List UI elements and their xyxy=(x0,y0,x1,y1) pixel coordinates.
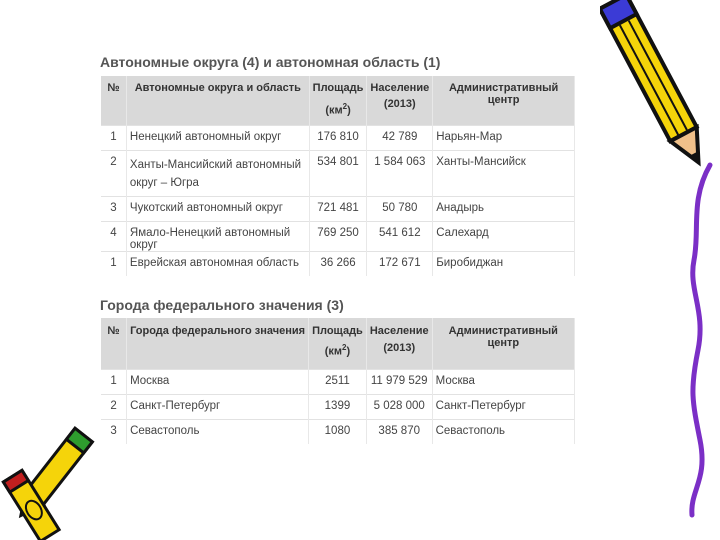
header-population: Население (2013) xyxy=(367,76,433,125)
row-population: 541 612 xyxy=(367,221,433,251)
table-row xyxy=(101,251,575,276)
row-name: Севастополь xyxy=(127,419,309,444)
row-area: 721 481 xyxy=(309,196,367,221)
row-capital: Биробиджан xyxy=(433,251,575,276)
autonomous-regions-table xyxy=(101,76,575,276)
header-area: Площадь $(км^2)$ xyxy=(309,76,367,125)
row-area: 534 801 xyxy=(309,150,367,196)
table-row xyxy=(101,394,575,419)
row-name: Москва xyxy=(127,369,309,394)
row-capital: Севастополь xyxy=(432,419,574,444)
row-population: 11 979 529 xyxy=(366,369,432,394)
row-num: 3 xyxy=(101,419,127,444)
row-name: Санкт-Петербург xyxy=(127,394,309,419)
row-capital: Москва xyxy=(432,369,574,394)
row-population: 172 671 xyxy=(367,251,433,276)
table-row xyxy=(101,150,575,196)
row-num: 1 xyxy=(101,125,126,150)
header-capital: Административный центр xyxy=(432,318,574,369)
row-num: 1 xyxy=(101,369,127,394)
row-name: Ханты-Мансийский автономный округ – Югра xyxy=(126,150,309,196)
row-capital: Анадырь xyxy=(433,196,575,221)
row-area: 36 266 xyxy=(309,251,367,276)
header-population: Население (2013) xyxy=(366,318,432,369)
section2-title: Города федерального значения (3) xyxy=(100,297,344,313)
header-num: № xyxy=(101,318,127,369)
squiggle-line-icon xyxy=(670,160,720,520)
section1-title: Автономные округа (4) и автономная область (1) xyxy=(100,54,441,70)
table-row xyxy=(101,369,575,394)
table-row xyxy=(101,196,575,221)
row-capital: Салехард xyxy=(433,221,575,251)
table-row xyxy=(101,419,575,444)
header-num: № xyxy=(101,76,126,125)
row-name: Чукотский автономный округ xyxy=(126,196,309,221)
row-name: Еврейская автономная область xyxy=(126,251,309,276)
row-population: 50 780 xyxy=(367,196,433,221)
federal-cities-table xyxy=(101,318,575,444)
row-area: 769 250 xyxy=(309,221,367,251)
row-num: 2 xyxy=(101,150,126,196)
row-name: Ненецкий автономный округ xyxy=(126,125,309,150)
row-num: 3 xyxy=(101,196,126,221)
header-name: Города федерального значения xyxy=(127,318,309,369)
row-area: 1399 xyxy=(309,394,367,419)
row-num: 4 xyxy=(101,221,126,251)
row-population: 1 584 063 xyxy=(367,150,433,196)
row-area: 2511 xyxy=(309,369,367,394)
table-row xyxy=(101,221,575,251)
pencil-icon xyxy=(600,0,720,180)
row-capital: Нарьян-Мар xyxy=(433,125,575,150)
row-area: 1080 xyxy=(309,419,367,444)
table-header-row xyxy=(101,318,575,369)
row-capital: Санкт-Петербург xyxy=(432,394,574,419)
row-population: 42 789 xyxy=(367,125,433,150)
row-population: 385 870 xyxy=(366,419,432,444)
table-row xyxy=(101,125,575,150)
row-capital: Ханты-Мансийск xyxy=(433,150,575,196)
header-name: Автономные округа и область xyxy=(126,76,309,125)
row-area: 176 810 xyxy=(309,125,367,150)
header-capital: Административный центр xyxy=(433,76,575,125)
row-num: 2 xyxy=(101,394,127,419)
table-header-row xyxy=(101,76,575,125)
row-population: 5 028 000 xyxy=(366,394,432,419)
row-name: Ямало-Ненецкий автономный округ xyxy=(126,221,309,251)
row-num: 1 xyxy=(101,251,126,276)
header-area: Площадь $(км^2)$ xyxy=(309,318,367,369)
